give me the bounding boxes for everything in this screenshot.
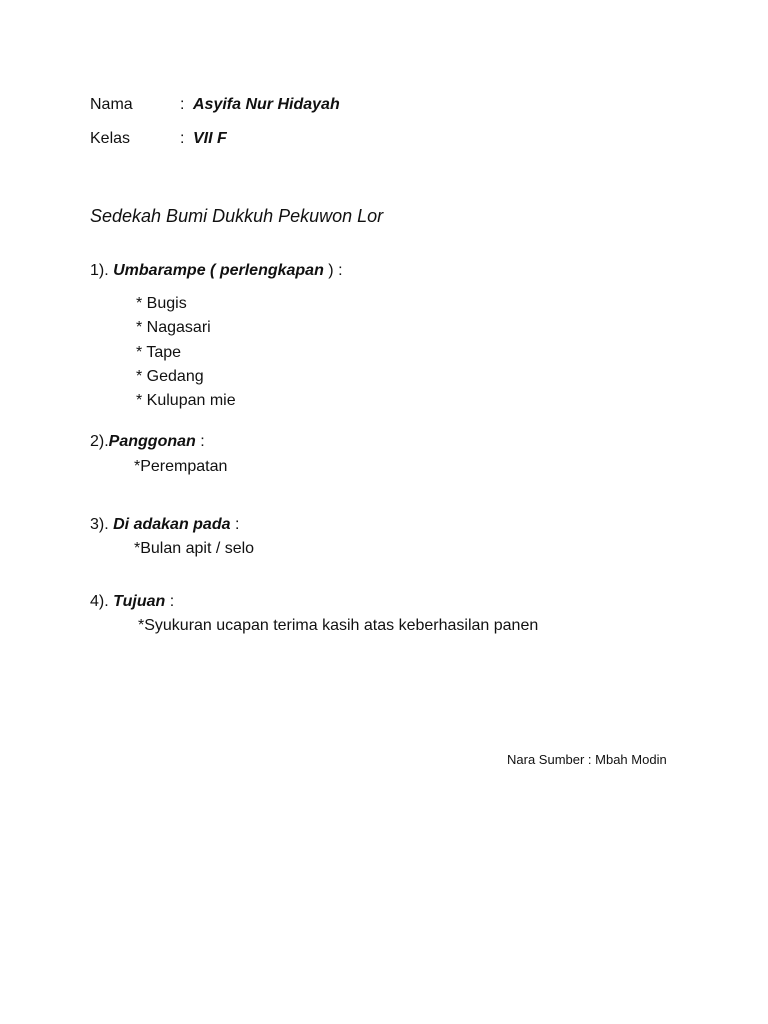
section-2-colon: : [195,433,205,450]
section-1-number: 1). [90,262,109,279]
section-3-number: 3). [90,516,109,533]
name-label: Nama [90,96,133,113]
name-value: Asyifa Nur Hidayah [193,96,340,113]
section-3-colon: : [230,516,240,533]
document-title: Sedekah Bumi Dukkuh Pekuwon Lor [90,206,384,226]
section-2-heading [90,433,205,451]
section-1-title: Umbarampe ( perlengkapan [113,262,324,279]
section-1-colon: ) : [323,262,343,279]
section-4-title: Tujuan [113,593,166,610]
section-3-title: Di adakan pada [113,516,231,533]
list-item: * Kulupan mie [136,392,236,409]
source-credit: Nara Sumber : Mbah Modin [507,752,667,767]
class-value: VII F [193,130,227,147]
section-4-colon: : [165,593,175,610]
name-separator: : [180,96,185,113]
section-3-heading [90,516,239,534]
list-item: * Tape [136,344,182,361]
list-item: * Gedang [136,368,204,385]
list-item: * Nagasari [136,319,211,336]
section-2-item: *Perempatan [134,458,228,475]
class-label: Kelas [90,130,131,147]
section-2-title: Panggonan [108,433,196,450]
section-4-item: *Syukuran ucapan terima kasih atas keberhasilan panen [138,617,539,634]
section-3-item: *Bulan apit / selo [134,540,255,557]
section-2-number: 2). [90,433,109,450]
section-4-number: 4). [90,593,109,610]
list-item: * Bugis [136,295,187,312]
section-4-heading [90,593,174,611]
class-separator: : [180,130,185,147]
section-1-heading [90,262,343,280]
